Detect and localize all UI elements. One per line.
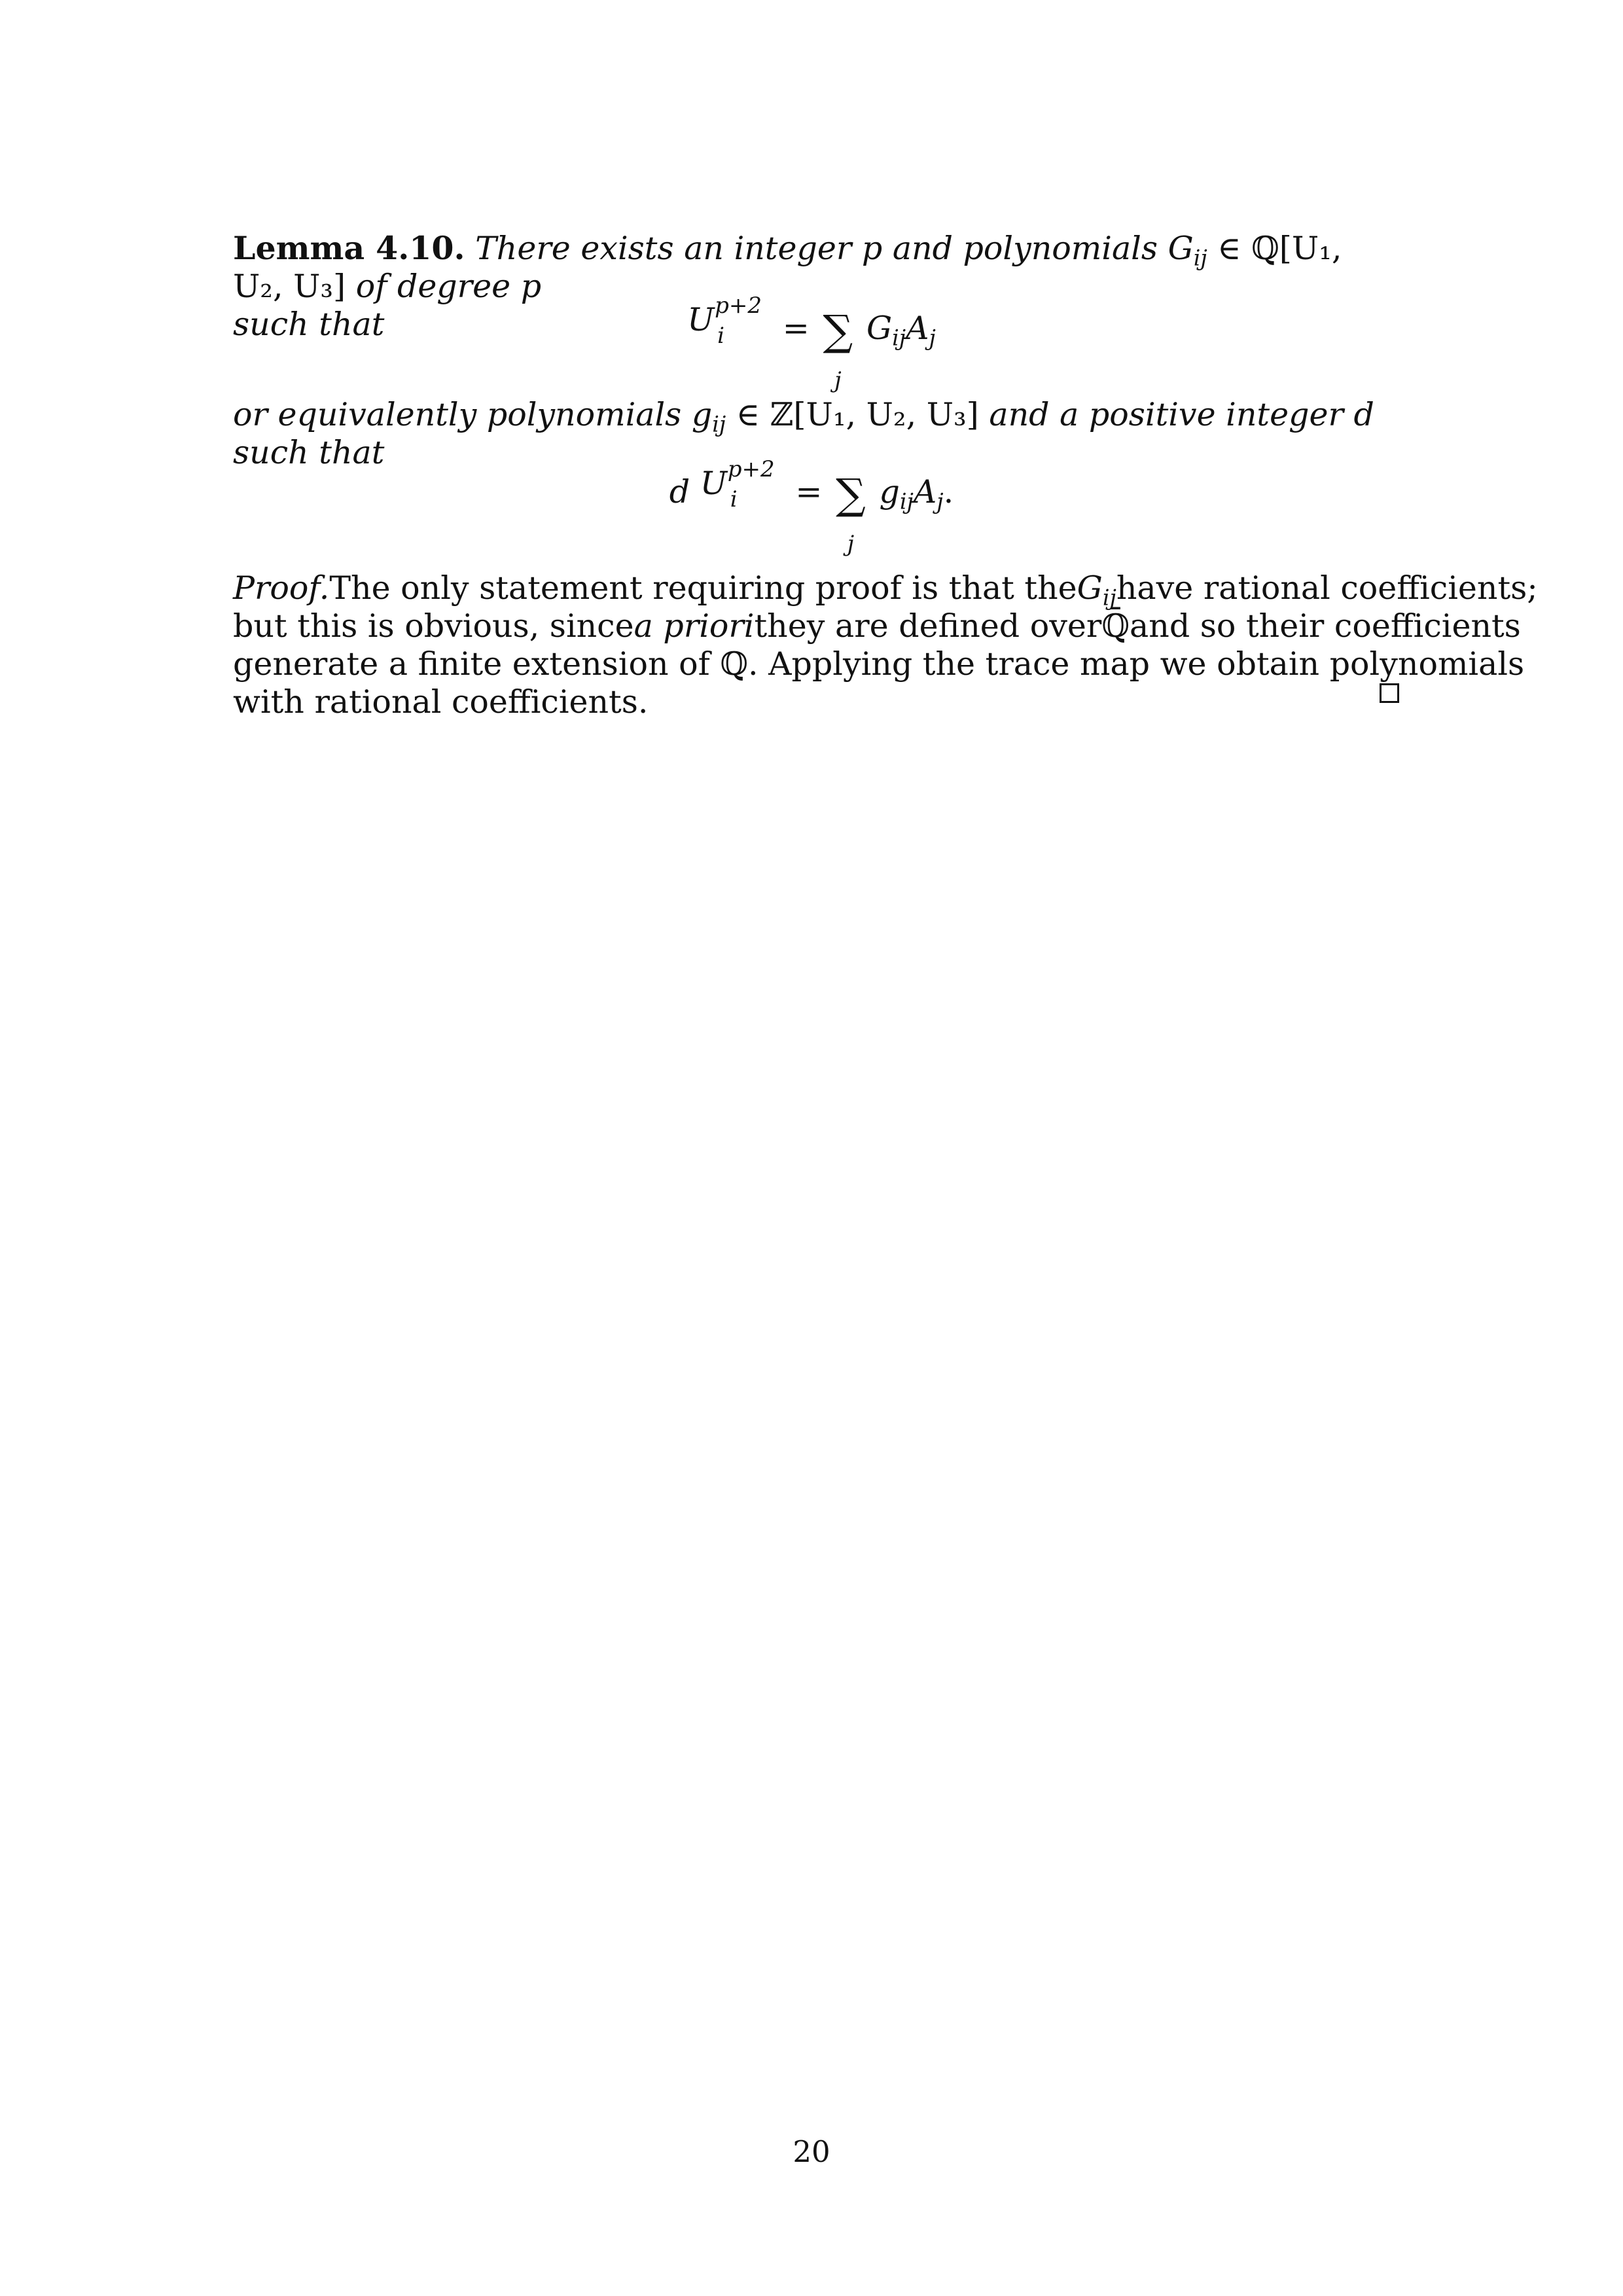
equiv-g: $g_{ij}$: [691, 396, 726, 437]
lemma-line-1: [233, 229, 1399, 306]
proof-line-1: [233, 569, 1538, 611]
eq1-rhs: $G_{ij}A_j$: [866, 310, 936, 351]
lemma-var-p: p: [861, 230, 883, 267]
proof-qbar: ℚ̄: [1101, 607, 1130, 645]
equiv-text-2: and a positive integer: [989, 396, 1344, 433]
equiv-membership: ∈ ℤ[U₁, U₂, U₃]: [736, 396, 979, 433]
proof-l3: generate a finite extension of ℚ. Applying the trace map we obtain polynomials: [233, 645, 1525, 683]
proof-l1-b: have rational coefficients;: [1116, 569, 1538, 607]
proof-G: $G_{ij}$: [1077, 569, 1116, 611]
proof-l2-a: but this is obvious, since: [233, 607, 634, 645]
proof-l2-c: and so their coefficients: [1130, 607, 1521, 645]
proof-l4: with rational coefficients.: [233, 683, 649, 721]
equiv-var-d: d: [1353, 396, 1374, 433]
lemma-G: $G_{ij}$: [1168, 230, 1207, 271]
proof-a-priori: a priori: [633, 607, 755, 645]
sum-index: j: [847, 530, 855, 557]
proof-l2-b: they are defined over: [754, 607, 1102, 645]
equation-2: [0, 456, 1623, 557]
eq2-sum: [832, 470, 869, 557]
sum-index: j: [834, 367, 842, 393]
eq1-equals: =: [782, 310, 810, 347]
lemma-text-2: and polynomials: [892, 230, 1158, 267]
eq2-lhs: U p+2 i: [700, 456, 775, 512]
proof: [233, 569, 1538, 721]
lemma-text-1: There exists an integer: [475, 230, 852, 267]
lemma-membership: ∈ ℚ[U₁, U₂, U₃]: [233, 230, 1342, 305]
eq2-equals: =: [795, 473, 823, 511]
proof-label: Proof.: [233, 569, 330, 607]
sum-symbol: ∑: [836, 470, 866, 519]
equation-1: [0, 293, 1623, 393]
equiv-text-1: or equivalently polynomials: [233, 396, 682, 433]
proof-l1-a: The only statement requiring proof is that the: [329, 569, 1077, 607]
lemma-line-2: such that: [233, 306, 385, 343]
eq2-lhs-d: d: [669, 473, 690, 511]
sum-symbol: ∑: [823, 306, 853, 355]
proof-line-4: [233, 683, 1399, 721]
eq1-lhs: U p+2 i: [687, 293, 762, 349]
equivalent-statement: [233, 396, 1399, 472]
lemma-label: Lemma 4.10.: [233, 229, 465, 267]
eq2-rhs: $g_{ij}A_j$.: [879, 473, 954, 514]
page-number: 20: [793, 2134, 830, 2169]
qed-square-icon: [1380, 683, 1399, 703]
lemma-var-p2: p: [520, 268, 542, 305]
proof-line-2: [233, 607, 1521, 645]
eq1-sum: [819, 306, 856, 393]
proof-line-3: [233, 645, 1525, 683]
equiv-text-3: such that: [233, 434, 385, 471]
lemma-text-3: of degree: [355, 268, 511, 305]
